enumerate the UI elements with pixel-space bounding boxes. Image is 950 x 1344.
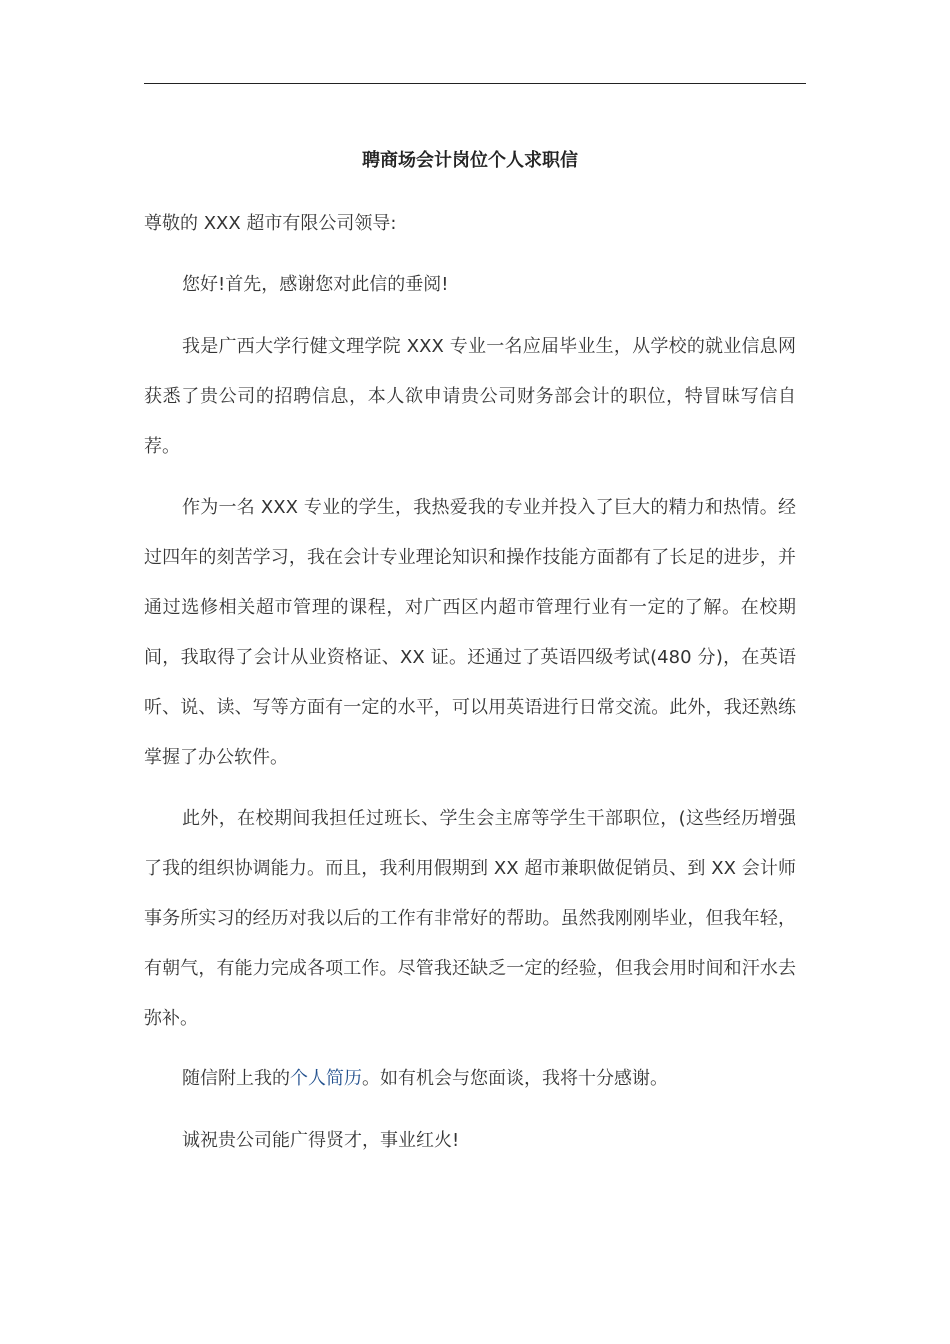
greeting-paragraph: 您好!首先，感谢您对此信的垂阅! bbox=[182, 274, 449, 295]
salutation: 尊敬的 XXX 超市有限公司领导: bbox=[144, 213, 397, 234]
closing-paragraph: 诚祝贵公司能广得贤才，事业红火! bbox=[182, 1130, 460, 1151]
attachment-suffix: 。如有机会与您面谈，我将十分感谢。 bbox=[362, 1068, 668, 1089]
experience-paragraph: 此外，在校期间我担任过班长、学生会主席等学生干部职位，(这些经历增强了我的组织协调能力。而且，我利用假期到 XX 超市兼职做促销员、到 XX 会计师事务所实习的经历对我以后的工作有非常好的帮助。虽然我刚刚毕业，但我年轻，有朝气，有能力完成各项工作。尽管我还缺乏一定的经验，但我会用时间和汗水去弥补。 bbox=[144, 808, 796, 1029]
header-rule bbox=[144, 83, 806, 84]
letter-title: 聘商场会计岗位个人求职信 bbox=[362, 150, 578, 171]
resume-link[interactable]: 个人简历 bbox=[290, 1068, 362, 1089]
intro-paragraph: 我是广西大学行健文理学院 XXX 专业一名应届毕业生，从学校的就业信息网获悉了贵公司的招聘信息，本人欲申请贵公司财务部会计的职位，特冒昧写信自荐。 bbox=[144, 336, 796, 457]
attachment-paragraph bbox=[144, 1054, 796, 1104]
study-paragraph: 作为一名 XXX 专业的学生，我热爱我的专业并投入了巨大的精力和热情。经过四年的刻苦学习，我在会计专业理论知识和操作技能方面都有了长足的进步，并通过选修相关超市管理的课程，对广西区内超市管理行业有一定的了解。在校期间，我取得了会计从业资格证、XX 证。还通过了英语四级考试(480 分)，在英语听、说、读、写等方面有一定的水平，可以用英语进行日常交流。此外，我还熟练掌握了办公软件。 bbox=[144, 497, 796, 768]
attachment-prefix: 随信附上我的 bbox=[182, 1068, 290, 1089]
